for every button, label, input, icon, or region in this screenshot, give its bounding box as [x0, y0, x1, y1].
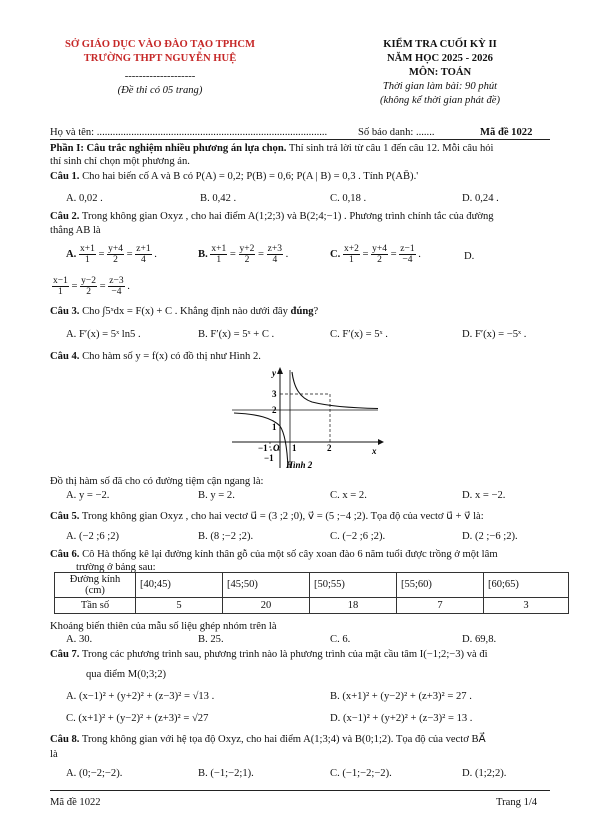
q6-option-d[interactable]: D. 69,8. — [462, 634, 497, 645]
q7-label: Câu 7. — [50, 649, 80, 660]
graph-caption: Hình 2 — [286, 460, 313, 470]
q3-label: Câu 3. — [50, 306, 80, 317]
table-cell: [50;55) — [310, 573, 397, 598]
q6-text-2: trường ở bảng sau: — [76, 562, 156, 573]
department-name: SỞ GIÁO DỤC VÀO ĐÀO TẠO TPHCM — [64, 39, 256, 50]
question-6 — [50, 548, 550, 561]
q3-option-c[interactable]: C. F′(x) = 5ˣ . — [330, 329, 388, 340]
table-header-diameter: Đường kính (cm) — [55, 573, 136, 598]
tick-x2: 2 — [327, 443, 332, 453]
q2-label: Câu 2. — [50, 211, 80, 222]
q7-text: Trong các phương trình sau, phương trình nào là phương trình của mặt cầu tâm I(−1;2;−3) và đi — [79, 649, 488, 660]
table-cell: 18 — [310, 598, 397, 614]
q2-text: Trong không gian Oxyz , cho hai điểm A(1;2;3) và B(2;4;−1) . Phương trình chính tắc của đường — [79, 211, 494, 222]
header-dashes: -------------------- — [124, 71, 196, 82]
table-cell: [40;45) — [136, 573, 223, 598]
question-4 — [50, 350, 550, 363]
q6-label: Câu 6. — [50, 549, 80, 560]
q3-emphasis: đúng — [290, 306, 314, 317]
part1-instruction: Thí sinh trả lời từ câu 1 đến câu 12. Mỗi câu hỏi — [286, 143, 494, 154]
q3-option-d[interactable]: D. F′(x) = −5ˣ . — [462, 329, 527, 340]
q5-option-c[interactable]: C. (−2 ;6 ;2). — [330, 531, 386, 542]
exam-time: Thời gian làm bài: 90 phút — [382, 81, 498, 92]
school-name: TRƯỜNG THPT NGUYỄN HUỆ — [83, 53, 237, 64]
q2-a-label: A. — [66, 248, 77, 260]
table-header-frequency: Tần số — [55, 598, 136, 614]
footer-code: Mã đề 1022 — [50, 797, 101, 808]
table-cell: [55;60) — [397, 573, 484, 598]
q6-option-a[interactable]: A. 30. — [66, 634, 93, 645]
table-cell: 7 — [397, 598, 484, 614]
exam-time-note: (không kể thời gian phát đề) — [379, 95, 501, 106]
q8-text: Trong không gian với hệ tọa độ Oxyz, cho hai điểm A(1;3;4) và B(0;1;2). Tọa độ của vectơ BA⃗ — [79, 734, 486, 745]
q4-option-c[interactable]: C. x = 2. — [330, 490, 367, 501]
q1-label: Câu 1. — [50, 171, 80, 182]
question-3 — [50, 305, 550, 318]
q7-option-c[interactable]: C. (x+1)² + (y−2)² + (z+3)² = √27 — [66, 713, 209, 724]
function-graph — [228, 364, 384, 472]
tick-y3: 3 — [272, 389, 277, 399]
school-year: NĂM HỌC 2025 - 2026 — [387, 53, 493, 64]
q5-option-a[interactable]: A. (−2 ;6 ;2) — [66, 531, 120, 542]
q8-option-b[interactable]: B. (−1;−2;1). — [198, 768, 254, 779]
right-branch-curve — [292, 372, 378, 409]
tick-y1: 1 — [272, 422, 277, 432]
divider — [50, 139, 550, 140]
q7-option-d[interactable]: D. (x−1)² + (y+2)² + (z−3)² = 13 . — [330, 713, 473, 724]
q1-text: Cho hai biến cố A và B có P(A) = 0,2; P(B) = 0,6; P(A | B) = 0,3 . Tính P(AB̄).' — [79, 171, 419, 182]
q2-option-b[interactable]: B. $\frac{x+1}{1}$ = $\frac{y+2}{2}$ = $\frac{z+3}{4}$ . — [198, 244, 289, 265]
table-cell: 3 — [484, 598, 569, 614]
y-axis-arrow — [277, 367, 283, 374]
q3-end: ? — [313, 306, 319, 317]
frequency-table — [54, 572, 569, 614]
table-row-frequencies — [55, 598, 569, 614]
question-2 — [50, 210, 550, 223]
q4-option-a[interactable]: A. y = −2. — [66, 490, 110, 501]
question-8 — [50, 733, 550, 746]
q3-option-b[interactable]: B. F′(x) = 5ˣ + C . — [198, 329, 275, 340]
q2-b-label: B. — [198, 248, 208, 260]
exam-code: Mã đề 1022 — [480, 127, 533, 138]
question-7 — [50, 648, 550, 661]
q6-text: Cô Hà thống kê lại đường kính thân gỗ của một số cây xoan đào 6 năm tuổi được trồng ở một lâm — [79, 549, 498, 560]
q5-option-b[interactable]: B. (8 ;−2 ;2). — [198, 531, 254, 542]
q7-option-a[interactable]: A. (x−1)² + (y+2)² + (z−3)² = √13 . — [66, 691, 215, 702]
q1-option-b[interactable]: B. 0,42 . — [200, 193, 237, 204]
q1-option-d[interactable]: D. 0,24 . — [462, 193, 499, 204]
table-row-classes — [55, 573, 569, 598]
header-right — [330, 38, 550, 108]
exam-title: KIỂM TRA CUỐI KỲ II — [383, 39, 497, 50]
footer-page: Trang 1/4 — [496, 797, 538, 808]
q2-option-d[interactable]: $\frac{x-1}{1}$ = $\frac{y-2}{2}$ = $\frac{z-3}{-4}$ . — [53, 276, 130, 297]
footer-divider — [50, 790, 550, 791]
part1-title: Phần I: Câu trắc nghiệm nhiều phương án lựa chọn. — [50, 143, 287, 154]
q4-question: Đồ thị hàm số đã cho có đường tiệm cận ngang là: — [50, 476, 264, 487]
origin-label: O — [273, 443, 280, 453]
tick-ym1: −1 — [264, 453, 274, 463]
q3-option-a[interactable]: A. F′(x) = 5ˣ ln5 . — [66, 329, 141, 340]
q6-option-c[interactable]: C. 6. — [330, 634, 351, 645]
q8-option-a[interactable]: A. (0;−2;−2). — [66, 768, 123, 779]
table-cell: 5 — [136, 598, 223, 614]
q2-c-label: C. — [330, 248, 341, 260]
q1-option-c[interactable]: C. 0,18 . — [330, 193, 367, 204]
table-cell: [45;50) — [223, 573, 310, 598]
tick-xm1: −1 — [258, 443, 268, 453]
q8-option-c[interactable]: C. (−1;−2;−2). — [330, 768, 392, 779]
q4-option-b[interactable]: B. y = 2. — [198, 490, 235, 501]
q8-text-2: là — [50, 749, 58, 760]
header-left — [40, 38, 280, 98]
tick-y2: 2 — [272, 405, 277, 415]
question-5 — [50, 510, 550, 523]
q2-option-a[interactable]: A. $\frac{x+1}{1}$ = $\frac{y+4}{2}$ = $\frac{z+1}{4}$ . — [66, 244, 157, 265]
part1-instruction-2: thí sinh chỉ chọn một phương án. — [50, 156, 190, 167]
q5-label: Câu 5. — [50, 511, 80, 522]
q5-text: Trong không gian Oxyz , cho hai vectơ u⃗ = (3 ;2 ;0), v⃗ = (5 ;−4 ;2). Tọa độ của vectơ u⃗ + v⃗ là: — [79, 511, 484, 522]
table-cell: 20 — [223, 598, 310, 614]
subject: MÔN: TOÁN — [408, 67, 472, 78]
q2-option-d-label[interactable]: D. — [464, 251, 475, 262]
q5-option-d[interactable]: D. (2 ;−6 ;2). — [462, 531, 518, 542]
part1-heading — [50, 142, 550, 155]
pages-note: (Đề thi có 05 trang) — [117, 85, 203, 96]
table-cell: [60;65) — [484, 573, 569, 598]
student-id-field: Số báo danh: ....... — [358, 127, 435, 138]
q4-text: Cho hàm số y = f(x) có đồ thị như Hình 2. — [79, 351, 261, 362]
student-name-field: Họ và tên: ....................................................................................... — [50, 127, 328, 138]
q7-text-2: qua điểm M(0;3;2) — [86, 669, 167, 680]
q8-option-d[interactable]: D. (1;2;2). — [462, 768, 507, 779]
y-label: y — [272, 368, 276, 378]
q6-option-b[interactable]: B. 25. — [198, 634, 224, 645]
q7-option-b[interactable]: B. (x+1)² + (y−2)² + (z+3)² = 27 . — [330, 691, 472, 702]
q6-question: Khoảng biến thiên của mẫu số liệu ghép nhóm trên là — [50, 621, 277, 632]
q4-label: Câu 4. — [50, 351, 80, 362]
x-label: x — [372, 446, 377, 456]
q2-option-c[interactable]: C. $\frac{x+2}{1}$ = $\frac{y+4}{2}$ = $\frac{z-1}{-4}$ . — [330, 244, 421, 265]
q1-option-a[interactable]: A. 0,02 . — [66, 193, 103, 204]
q4-option-d[interactable]: D. x = −2. — [462, 490, 506, 501]
q3-text: Cho ∫5ˣdx = F(x) + C . Khẳng định nào dưới đây — [79, 306, 291, 317]
question-1 — [50, 170, 550, 183]
x-axis-arrow — [378, 439, 384, 445]
tick-x1: 1 — [292, 443, 297, 453]
q2-text-2: thẳng AB là — [50, 225, 101, 236]
q8-label: Câu 8. — [50, 734, 80, 745]
